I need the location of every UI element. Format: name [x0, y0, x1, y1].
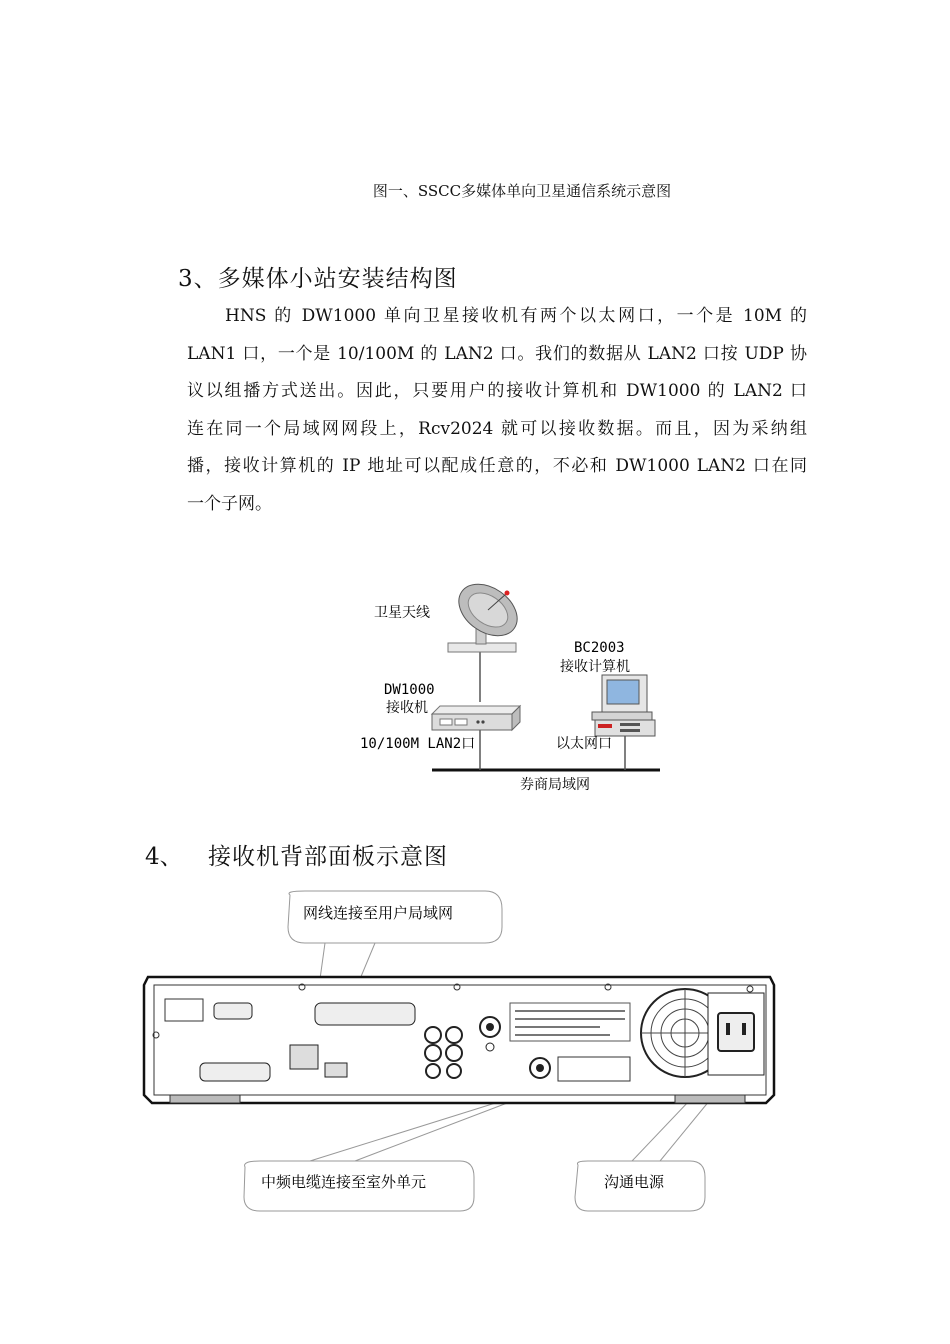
receiver-box-icon [432, 706, 520, 730]
receiver-port-label: 10/100M LAN2口 [360, 736, 476, 752]
satellite-dish-icon [448, 574, 527, 652]
computer-icon [592, 675, 655, 736]
paragraph-line: 一个子网。 [187, 493, 272, 514]
callout-lan-text: 网线连接至用户局域网 [303, 904, 454, 922]
network-label: 券商局域网 [520, 777, 590, 793]
receiver-label-name: 接收机 [386, 700, 428, 716]
section3-heading: 3、多媒体小站安装结构图 [178, 266, 458, 292]
paragraph-line: 播，接收计算机的 IP 地址可以配成任意的，不必和 DW1000 LAN2 口在同 [187, 456, 807, 477]
pc-port-label: 以太网口 [556, 736, 612, 752]
paragraph-line: HNS 的 DW1000 单向卫星接收机有两个以太网口，一个是 10M 的 [225, 306, 807, 326]
paragraph-line: 议以组播方式送出。因此，只要用户的接收计算机和 DW1000 的 LAN2 口 [187, 381, 807, 402]
section4-number: 4、 [145, 844, 183, 870]
rear-panel-diagram [130, 885, 790, 1225]
pc-label-model: BC2003 [574, 640, 625, 656]
callout-if-text: 中频电缆连接至室外单元 [261, 1173, 427, 1191]
section4-heading: 接收机背部面板示意图 [208, 844, 448, 870]
receiver-label-model: DW1000 [384, 682, 435, 698]
antenna-label: 卫星天线 [374, 605, 430, 621]
section3-paragraph [187, 298, 807, 524]
paragraph-line: 连在同一个局域网网段上，Rcv2024 就可以接收数据。而且，因为采纳组 [187, 418, 807, 439]
figure1-caption: 图一、SSCC多媒体单向卫星通信系统示意图 [372, 182, 672, 200]
callout-power-text: 沟通电源 [604, 1173, 665, 1191]
paragraph-line: LAN1 口，一个是 10/100M 的 LAN2 口。我们的数据从 LAN2 口按 UDP 协 [187, 343, 807, 364]
install-diagram [340, 570, 670, 800]
receiver-chassis [144, 977, 774, 1103]
pc-label-name: 接收计算机 [560, 659, 630, 675]
